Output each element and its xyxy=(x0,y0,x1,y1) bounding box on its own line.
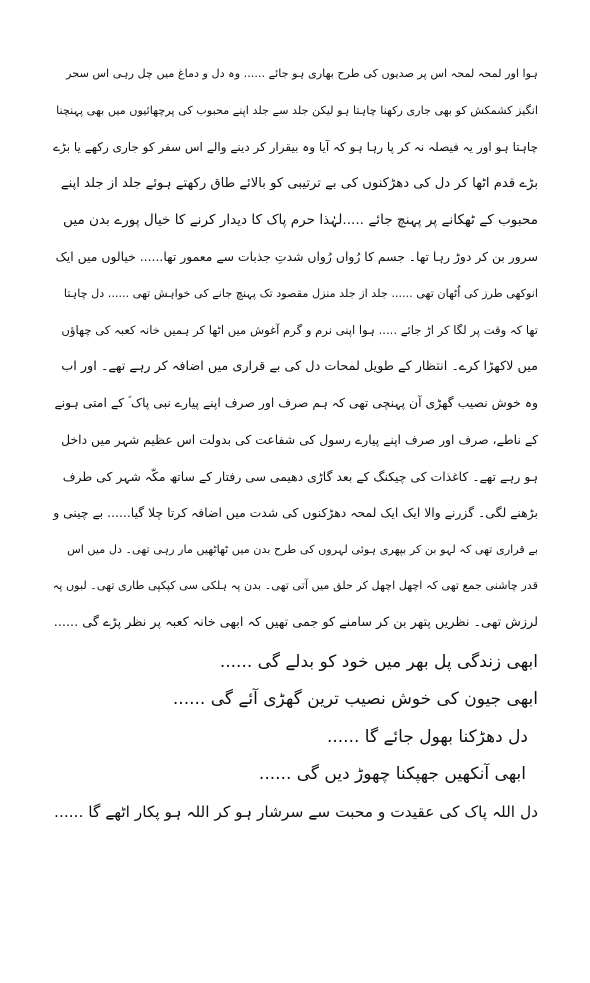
paragraph-line: سرور بن کر دوڑ رہا تھا۔ جسم کا رُواں رُواں شدتِ جذبات سے معمور تھا...... خیالوں میں ایک xyxy=(55,248,538,264)
verse-line: ابھی آنکھیں جھپکنا چھوڑ دیں گی ...... xyxy=(258,764,526,784)
verse-lines xyxy=(52,644,538,832)
paragraph-line: چاہتا ہو اور یہ فیصلہ نہ کر پا رہا ہو کہ آیا وہ بیقرار کر دینے والے اس سفر کو جاری رکھے یا بڑے xyxy=(53,140,538,155)
paragraph-line: ہوا اور لمحہ لمحہ اس پر صدیوں کی طرح بھاری ہو جائے ...... وہ دل و دماغ میں چل رہی اس سحر xyxy=(66,67,538,80)
paragraph-line: کے ناطے، صرف اور صرف اپنے پیارے رسول کی شفاعت کی بدولت اس عظیم شہر میں داخل xyxy=(61,431,538,447)
paragraph-line: تھا کہ وقت پر لگا کر اڑ جائے ..... ہوا اپنی نرم و گرم آغوش میں اٹھا کر ہمیں خانہ کعبہ کی چھاؤں xyxy=(61,323,538,338)
verse-line: ابھی جیون کی خوش نصیب ترین گھڑی آئے گی ...... xyxy=(172,689,538,709)
verse-line: ابھی زندگی پل بھر میں خود کو بدلے گی ...... xyxy=(219,651,538,672)
paragraph-line: لرزش تھی۔ نظریں پتھر بن کر سامنے کو جمی تھیں کہ ابھی خانہ کعبہ پر نظر پڑے گی ...... xyxy=(53,614,538,630)
paragraph-line: بڑے قدم اٹھا کر دل کی دھڑکنوں کی بے ترتیبی کو بالائے طاق رکھتے ہوئے جلد از جلد اپنے xyxy=(60,175,538,191)
paragraph-line: انگیز کشمکش کو بھی جاری رکھنا چاہتا ہو لیکن جلد سے جلد اپنے محبوب کی پرچھائیوں میں بھی پہنچنا xyxy=(56,103,538,117)
paragraph-line: محبوب کے ٹھکانے پر پہنچ جائے .....لہٰذا حرم پاک کا دیدار کرنے کا خیال پورے بدن میں xyxy=(63,212,538,229)
paragraph-line: وہ خوش نصیب گھڑی آن پہنچی تھی کہ ہم صرف اور صرف اپنے پیارے نبی پاک ؐ کے امتی ہونے xyxy=(54,395,538,411)
verse-line: دل اللہ پاک کی عقیدت و محبت سے سرشار ہو کر اللہ ہو پکار اٹھے گا ...... xyxy=(54,802,538,821)
paragraph-line: قدر چاشنی جمع تھی کہ اچھل اچھل کر حلق میں آتی تھی۔ بدن پہ ہلکی سی کپکپی طاری تھی۔ لبوں پہ xyxy=(52,579,538,593)
verse-line: دل دھڑکنا بھول جائے گا ...... xyxy=(326,726,528,747)
paragraph-line: انوکھی طرز کی اُٹھان تھی ...... جلد از جلد منزل مقصود تک پہنچ جانے کی خواہش تھی ...... دل چاہتا xyxy=(63,286,538,300)
paragraph-line: ہو رہے تھے۔ کاغذات کی چیکنگ کے بعد گاڑی دھیمی سی رفتار کے ساتھ مکّہ شہر کی طرف xyxy=(62,468,538,484)
paragraph-line: بے قراری تھی کہ لہو بن کر بپھری ہوئی لہروں کی طرح بدن میں ٹھاٹھیں مار رہی تھی۔ دل میں اس xyxy=(67,542,538,556)
main-paragraph xyxy=(52,56,538,642)
paragraph-line: بڑھنے لگی۔ گزرنے والا ایک ایک لمحہ دھڑکنوں کی شدت میں اضافہ کرتا چلا گیا...... بے چینی و xyxy=(53,505,538,521)
paragraph-line: میں لاکھڑا کرے۔ انتظار کے طویل لمحات دل کی بے قراری میں اضافہ کر رہے تھے۔ اور اب xyxy=(61,358,538,374)
